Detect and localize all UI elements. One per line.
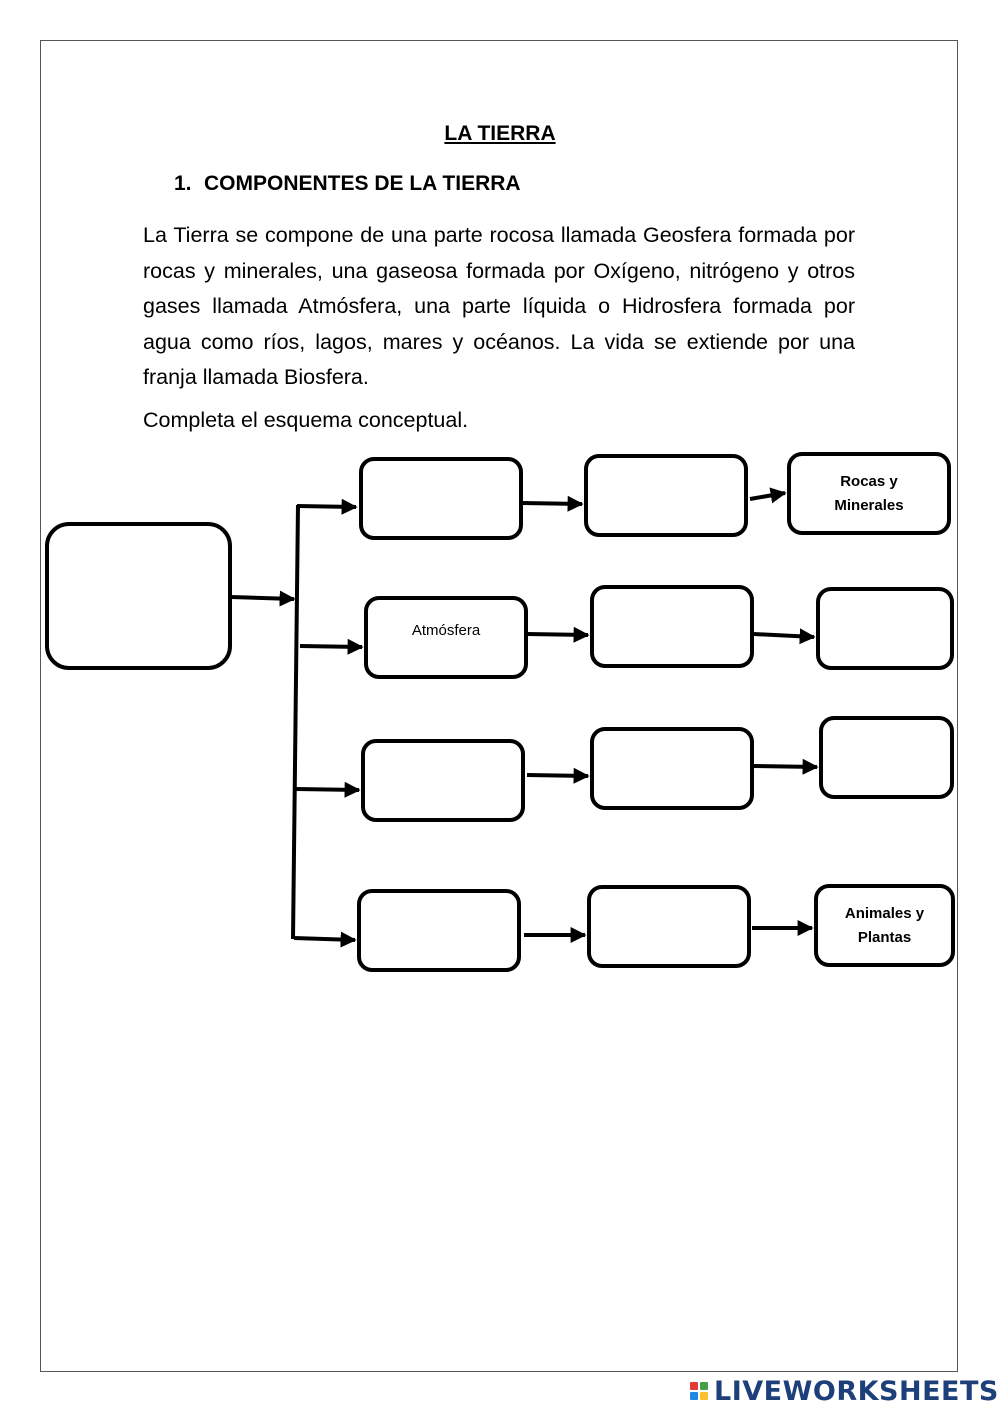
section-number: 1. (174, 172, 192, 195)
intro-paragraph: La Tierra se compone de una parte rocosa llamada Geosfera formada por rocas y minerales, una gaseosa formada por Oxígeno, nitrógeno y otros gases llamada Atmósfera, una parte líquida o Hidrosfera formada por agua como ríos, lagos, mares y océanos. La vida se extiende por una franja llamada Biosfera. (143, 223, 855, 389)
row3-box3 (821, 718, 952, 797)
root-box (47, 524, 230, 668)
section-title: COMPONENTES DE LA TIERRA (204, 172, 521, 195)
animales-plantas-label (816, 886, 953, 965)
logo-mark-icon (690, 1382, 708, 1400)
row4-box2 (589, 887, 749, 966)
spine-line (293, 505, 298, 939)
arrow-r2-a (527, 634, 588, 635)
page-title: LA TIERRA (444, 122, 556, 145)
atmosfera-label (366, 598, 526, 664)
arrow-r1-a (522, 503, 582, 504)
row1-box1 (361, 459, 521, 538)
row1-box2 (586, 456, 746, 535)
arrow-r3-b (754, 766, 817, 767)
animales-line2: Plantas (857, 928, 912, 946)
liveworksheets-logo (690, 1374, 999, 1408)
arrow-r1-b (750, 493, 785, 499)
arrow-root (231, 597, 294, 599)
row2-box2 (592, 587, 752, 666)
animales-line1: Animales y (844, 904, 925, 922)
atmosfera-text: Atmósfera (411, 622, 481, 639)
arrow-row4 (294, 938, 355, 940)
instruction-text: Completa el esquema conceptual. (143, 408, 469, 432)
arrow-r3-a (527, 775, 588, 776)
rocas-minerales-label (789, 454, 949, 533)
arrow-row3 (296, 789, 359, 790)
arrow-row2 (300, 646, 362, 647)
row4-box1 (359, 891, 519, 970)
arrow-r2-b (754, 634, 814, 637)
rocas-line2: Minerales (834, 496, 904, 514)
arrow-row1 (297, 506, 356, 507)
rocas-line1: Rocas y (840, 472, 898, 490)
row3-box1 (363, 741, 523, 820)
row3-box2 (592, 729, 752, 808)
logo-wordmark: LIVEWORKSHEETS (714, 1375, 999, 1407)
row2-box3 (818, 589, 952, 668)
